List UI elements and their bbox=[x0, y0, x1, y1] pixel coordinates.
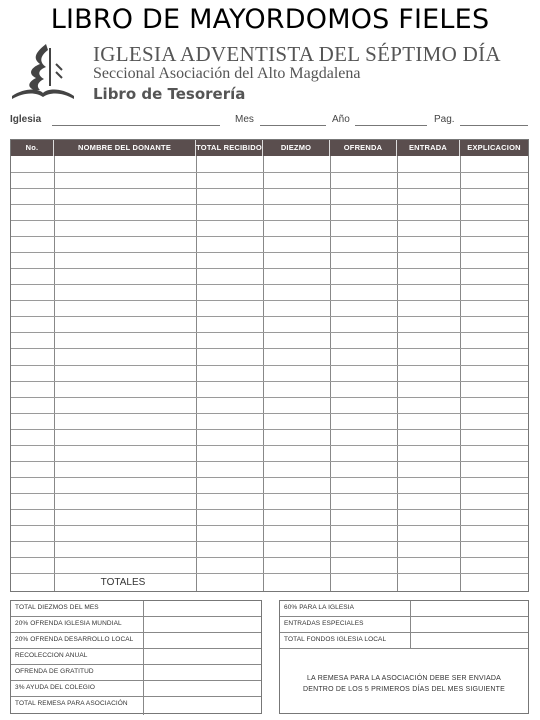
ledger-row-line bbox=[11, 236, 528, 237]
ledger-row-line bbox=[11, 397, 528, 398]
col-header-diezmo: DIEZMO bbox=[263, 140, 330, 156]
iglesia-field[interactable] bbox=[52, 125, 220, 126]
ledger-row-line bbox=[11, 461, 528, 462]
mes-label: Mes bbox=[235, 114, 254, 125]
ledger-row-line bbox=[11, 477, 528, 478]
ledger-row-line bbox=[11, 493, 528, 494]
ledger-row-line bbox=[11, 252, 528, 253]
ledger-row-line bbox=[11, 413, 528, 414]
ledger-row-line bbox=[11, 316, 528, 317]
ledger-row-line bbox=[11, 541, 528, 542]
ledger-row-line bbox=[11, 268, 528, 269]
ledger-row-line bbox=[11, 525, 528, 526]
ledger-row-line bbox=[11, 381, 528, 382]
iglesia-label: Iglesia bbox=[10, 114, 42, 125]
remesa-note-line: LA REMESA PARA LA ASOCIACIÓN DEBE SER ENVIADA bbox=[306, 675, 502, 682]
summary-row-desarrollo-local[interactable] bbox=[11, 633, 261, 649]
ledger-row-line bbox=[11, 220, 528, 221]
summary-label: 20% OFRENDA DESARROLLO LOCAL bbox=[15, 636, 134, 643]
pag-label: Pag. bbox=[434, 114, 455, 125]
ledger-row-line bbox=[11, 284, 528, 285]
remesa-note bbox=[280, 673, 528, 695]
col-header-sobre: No. SOBRE bbox=[11, 140, 54, 156]
summary-label: 3% AYUDA DEL COLEGIO bbox=[15, 684, 96, 691]
col-header-donante: NOMBRE DEL DONANTE bbox=[54, 140, 196, 156]
summary-row-ofrenda-mundial[interactable] bbox=[11, 617, 261, 633]
summary-label: TOTAL REMESA PARA ASOCIACIÓN bbox=[15, 700, 128, 707]
adventist-logo-icon bbox=[10, 42, 76, 100]
summary-label: 20% OFRENDA IGLESIA MUNDIAL bbox=[15, 620, 122, 627]
ledger-row-line bbox=[11, 445, 528, 446]
pag-field[interactable] bbox=[460, 125, 528, 126]
summary-row-60-iglesia[interactable] bbox=[280, 601, 528, 617]
anio-field[interactable] bbox=[355, 125, 427, 126]
anio-label: Año bbox=[332, 114, 350, 125]
summary-label: TOTAL DIEZMOS DEL MES bbox=[15, 604, 99, 611]
ledger-row-line bbox=[11, 172, 528, 173]
col-header-ofrenda-global: OFRENDA GLOBAL bbox=[330, 140, 397, 156]
col-header-explicacion: EXPLICACION bbox=[467, 143, 521, 152]
summary-row-entradas-especiales[interactable] bbox=[280, 617, 528, 633]
ledger-row-line bbox=[11, 509, 528, 510]
col-header-entrada-especial: ENTRADA ESPECIAL bbox=[397, 140, 460, 156]
summary-label: RECOLECCION ANUAL bbox=[15, 652, 88, 659]
totales-label: TOTALES bbox=[100, 577, 146, 588]
seccional-name: Seccional Asociación del Alto Magdalena bbox=[93, 65, 361, 82]
summary-row-recoleccion[interactable] bbox=[11, 649, 261, 665]
summary-left-box bbox=[10, 600, 262, 714]
summary-row-ayuda-colegio[interactable] bbox=[11, 681, 261, 697]
col-header-total-recibido: TOTAL RECIBIDO bbox=[196, 140, 263, 156]
ledger-row-line bbox=[11, 204, 528, 205]
ledger-row-line bbox=[11, 348, 528, 349]
summary-row-gratitud[interactable] bbox=[11, 665, 261, 681]
summary-label: OFRENDA DE GRATITUD bbox=[15, 668, 94, 675]
summary-right-box bbox=[279, 600, 529, 714]
ledger-row-line bbox=[11, 573, 528, 574]
ledger-row-line bbox=[11, 332, 528, 333]
book-title: Libro de Tesorería bbox=[93, 85, 246, 103]
ledger-row-line bbox=[11, 365, 528, 366]
summary-row-total-diezmos[interactable] bbox=[11, 601, 261, 617]
ledger-row-line bbox=[11, 557, 528, 558]
mes-field[interactable] bbox=[260, 125, 326, 126]
summary-label: 60% PARA LA IGLESIA bbox=[284, 604, 355, 611]
ledger-row-line bbox=[11, 188, 528, 189]
ledger-row-line bbox=[11, 429, 528, 430]
summary-label: TOTAL FONDOS IGLESIA LOCAL bbox=[284, 636, 387, 643]
church-name: IGLESIA ADVENTISTA DEL SÉPTIMO DÍA bbox=[93, 42, 501, 66]
summary-row-total-fondos[interactable] bbox=[280, 633, 528, 649]
page-title: LIBRO DE MAYORDOMOS FIELES bbox=[50, 4, 490, 35]
summary-row-total-remesa[interactable] bbox=[11, 697, 261, 713]
summary-label: ENTRADAS ESPECIALES bbox=[284, 620, 364, 627]
meta-row bbox=[10, 114, 530, 130]
ledger-header bbox=[11, 140, 528, 168]
ledger-table bbox=[10, 139, 529, 592]
ledger-row-line bbox=[11, 300, 528, 301]
remesa-note-line: DENTRO DE LOS 5 PRIMEROS DÍAS DEL MES SIGUIENTE bbox=[302, 686, 506, 693]
